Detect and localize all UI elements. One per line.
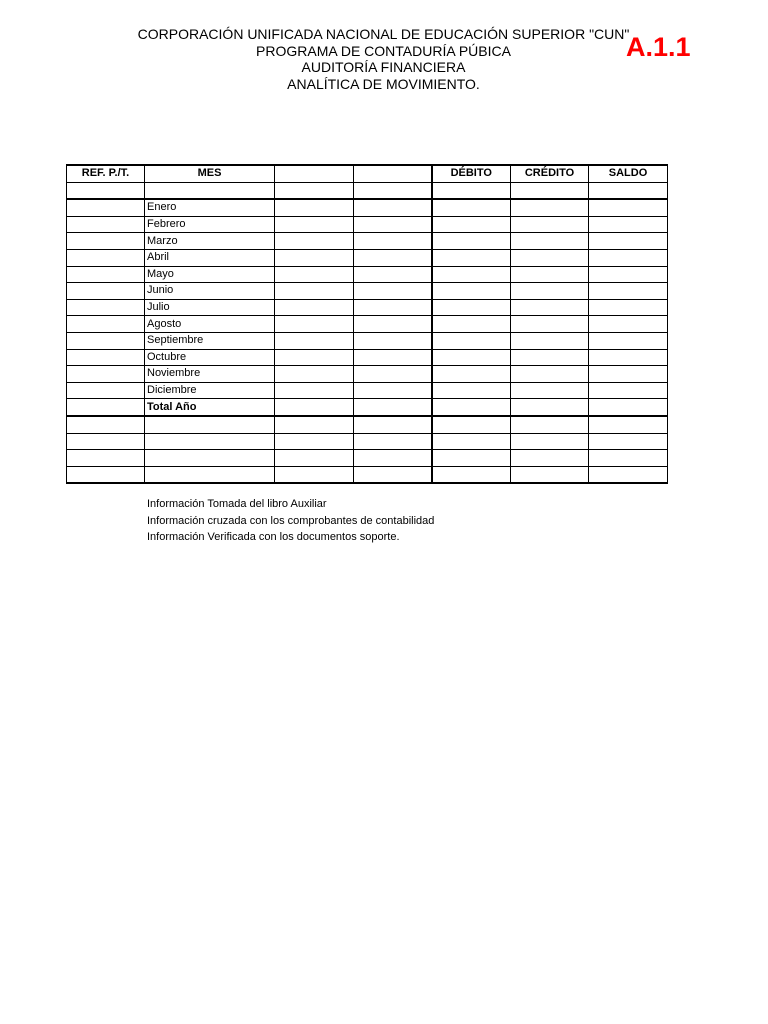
balance-cell: [589, 266, 668, 283]
column-header-debito: DÉBITO: [432, 165, 511, 182]
verification-notes: [147, 496, 434, 546]
ref-cell: [67, 433, 145, 450]
credit-cell: [511, 399, 589, 416]
month-cell: [145, 433, 275, 450]
table-row: [67, 199, 668, 216]
blank-cell-1: [275, 283, 354, 300]
blank-cell-1: [275, 382, 354, 399]
month-cell: Marzo: [145, 233, 275, 250]
credit-cell: [511, 283, 589, 300]
document-title: ANALÍTICA DE MOVIMIENTO.: [287, 75, 480, 92]
table-row: [67, 299, 668, 316]
blank-cell-1: [275, 416, 354, 433]
blank-cell-1: [275, 299, 354, 316]
credit-cell: [511, 182, 589, 199]
balance-cell: [589, 366, 668, 383]
debit-cell: [432, 249, 511, 266]
ref-cell: [67, 382, 145, 399]
table-row: [67, 216, 668, 233]
month-cell: Septiembre: [145, 332, 275, 349]
credit-cell: [511, 366, 589, 383]
balance-cell: [589, 316, 668, 333]
note-cross-checked: Información cruzada con los comprobantes de contabilidad: [147, 514, 435, 527]
blank-cell-1: [275, 349, 354, 366]
month-cell: [145, 450, 275, 467]
debit-cell: [432, 316, 511, 333]
table-header-row: [67, 165, 668, 182]
balance-cell: [589, 349, 668, 366]
blank-cell-2: [354, 366, 432, 383]
ref-cell: [67, 182, 145, 199]
ref-cell: [67, 416, 145, 433]
column-header-mes: MES: [145, 165, 275, 182]
ref-cell: [67, 233, 145, 250]
balance-cell: [589, 249, 668, 266]
credit-cell: [511, 433, 589, 450]
table-row: [67, 316, 668, 333]
table-row: [67, 266, 668, 283]
blank-cell-2: [354, 416, 432, 433]
ref-cell: [67, 283, 145, 300]
blank-cell-1: [275, 199, 354, 216]
month-cell: Agosto: [145, 316, 275, 333]
blank-cell-1: [275, 433, 354, 450]
movement-table: [66, 164, 668, 484]
institution-title: CORPORACIÓN UNIFICADA NACIONAL DE EDUCACIÓN SUPERIOR "CUN": [137, 26, 630, 42]
debit-cell: [432, 266, 511, 283]
debit-cell: [432, 366, 511, 383]
month-cell: [145, 466, 275, 483]
blank-cell-1: [275, 450, 354, 467]
debit-cell: [432, 199, 511, 216]
credit-cell: [511, 466, 589, 483]
blank-cell-2: [354, 233, 432, 250]
balance-cell: [589, 382, 668, 399]
credit-cell: [511, 299, 589, 316]
credit-cell: [511, 199, 589, 216]
column-header-blank-1: [275, 165, 354, 182]
ref-cell: [67, 466, 145, 483]
balance-cell: [589, 450, 668, 467]
blank-cell-1: [275, 399, 354, 416]
balance-cell: [589, 182, 668, 199]
balance-cell: [589, 216, 668, 233]
blank-cell-2: [354, 399, 432, 416]
debit-cell: [432, 466, 511, 483]
month-cell: Total Año: [145, 399, 275, 416]
credit-cell: [511, 316, 589, 333]
ref-cell: [67, 266, 145, 283]
table-row: [67, 349, 668, 366]
ref-cell: [67, 299, 145, 316]
table-body: [67, 182, 668, 483]
balance-cell: [589, 299, 668, 316]
balance-cell: [589, 466, 668, 483]
blank-cell-2: [354, 433, 432, 450]
debit-cell: [432, 332, 511, 349]
debit-cell: [432, 349, 511, 366]
blank-cell-1: [275, 182, 354, 199]
program-title: PROGRAMA DE CONTADURÍA PÚBICA: [256, 42, 511, 59]
table-row: [67, 466, 668, 483]
blank-cell-2: [354, 199, 432, 216]
blank-cell-2: [354, 283, 432, 300]
blank-cell-1: [275, 316, 354, 333]
table-row: [67, 233, 668, 250]
balance-cell: [589, 283, 668, 300]
credit-cell: [511, 249, 589, 266]
ref-cell: [67, 366, 145, 383]
debit-cell: [432, 450, 511, 467]
balance-cell: [589, 199, 668, 216]
blank-cell-2: [354, 382, 432, 399]
ref-cell: [67, 199, 145, 216]
month-cell: Junio: [145, 283, 275, 300]
column-header-credito: CRÉDITO: [511, 165, 589, 182]
blank-cell-1: [275, 233, 354, 250]
table-row: [67, 399, 668, 416]
column-header-saldo: SALDO: [589, 165, 668, 182]
credit-cell: [511, 416, 589, 433]
blank-cell-2: [354, 299, 432, 316]
ref-cell: [67, 316, 145, 333]
credit-cell: [511, 450, 589, 467]
table-row: [67, 332, 668, 349]
debit-cell: [432, 299, 511, 316]
balance-cell: [589, 416, 668, 433]
credit-cell: [511, 332, 589, 349]
blank-cell-1: [275, 466, 354, 483]
debit-cell: [432, 399, 511, 416]
table-row: [67, 249, 668, 266]
blank-cell-1: [275, 366, 354, 383]
note-auxiliary-ledger: Información Tomada del libro Auxiliar: [147, 498, 327, 510]
blank-cell-1: [275, 332, 354, 349]
table-row: [67, 366, 668, 383]
table-row: [67, 450, 668, 467]
credit-cell: [511, 349, 589, 366]
credit-cell: [511, 233, 589, 250]
balance-cell: [589, 399, 668, 416]
month-cell: Noviembre: [145, 366, 275, 383]
table-row: [67, 283, 668, 300]
working-paper-ref: A.1.1: [626, 32, 691, 62]
table-row: [67, 382, 668, 399]
blank-cell-2: [354, 450, 432, 467]
blank-cell-1: [275, 266, 354, 283]
debit-cell: [432, 233, 511, 250]
month-cell: Mayo: [145, 266, 275, 283]
note-supporting-documents: Información Verificada con los documentos soporte.: [147, 531, 400, 544]
ref-cell: [67, 249, 145, 266]
balance-cell: [589, 233, 668, 250]
blank-cell-2: [354, 182, 432, 199]
credit-cell: [511, 216, 589, 233]
ref-cell: [67, 399, 145, 416]
table-row: [67, 182, 668, 199]
blank-cell-2: [354, 466, 432, 483]
credit-cell: [511, 266, 589, 283]
month-cell: Febrero: [145, 216, 275, 233]
blank-cell-2: [354, 349, 432, 366]
blank-cell-2: [354, 249, 432, 266]
table-row: [67, 433, 668, 450]
credit-cell: [511, 382, 589, 399]
ref-cell: [67, 450, 145, 467]
debit-cell: [432, 182, 511, 199]
balance-cell: [589, 433, 668, 450]
blank-cell-2: [354, 316, 432, 333]
blank-cell-1: [275, 216, 354, 233]
blank-cell-2: [354, 216, 432, 233]
debit-cell: [432, 382, 511, 399]
balance-cell: [589, 332, 668, 349]
month-cell: Abril: [145, 249, 275, 266]
ref-cell: [67, 349, 145, 366]
column-header-blank-2: [354, 165, 432, 182]
column-header-ref: REF. P./T.: [67, 165, 145, 182]
month-cell: Diciembre: [145, 382, 275, 399]
blank-cell-2: [354, 266, 432, 283]
subject-title: AUDITORÍA FINANCIERA: [301, 59, 466, 76]
blank-cell-1: [275, 249, 354, 266]
debit-cell: [432, 416, 511, 433]
month-cell: [145, 416, 275, 433]
blank-cell-2: [354, 332, 432, 349]
month-cell: Enero: [145, 199, 275, 216]
debit-cell: [432, 283, 511, 300]
debit-cell: [432, 216, 511, 233]
ref-cell: [67, 332, 145, 349]
debit-cell: [432, 433, 511, 450]
table-row: [67, 416, 668, 433]
month-cell: [145, 182, 275, 199]
month-cell: Octubre: [145, 349, 275, 366]
month-cell: Julio: [145, 299, 275, 316]
ref-cell: [67, 216, 145, 233]
